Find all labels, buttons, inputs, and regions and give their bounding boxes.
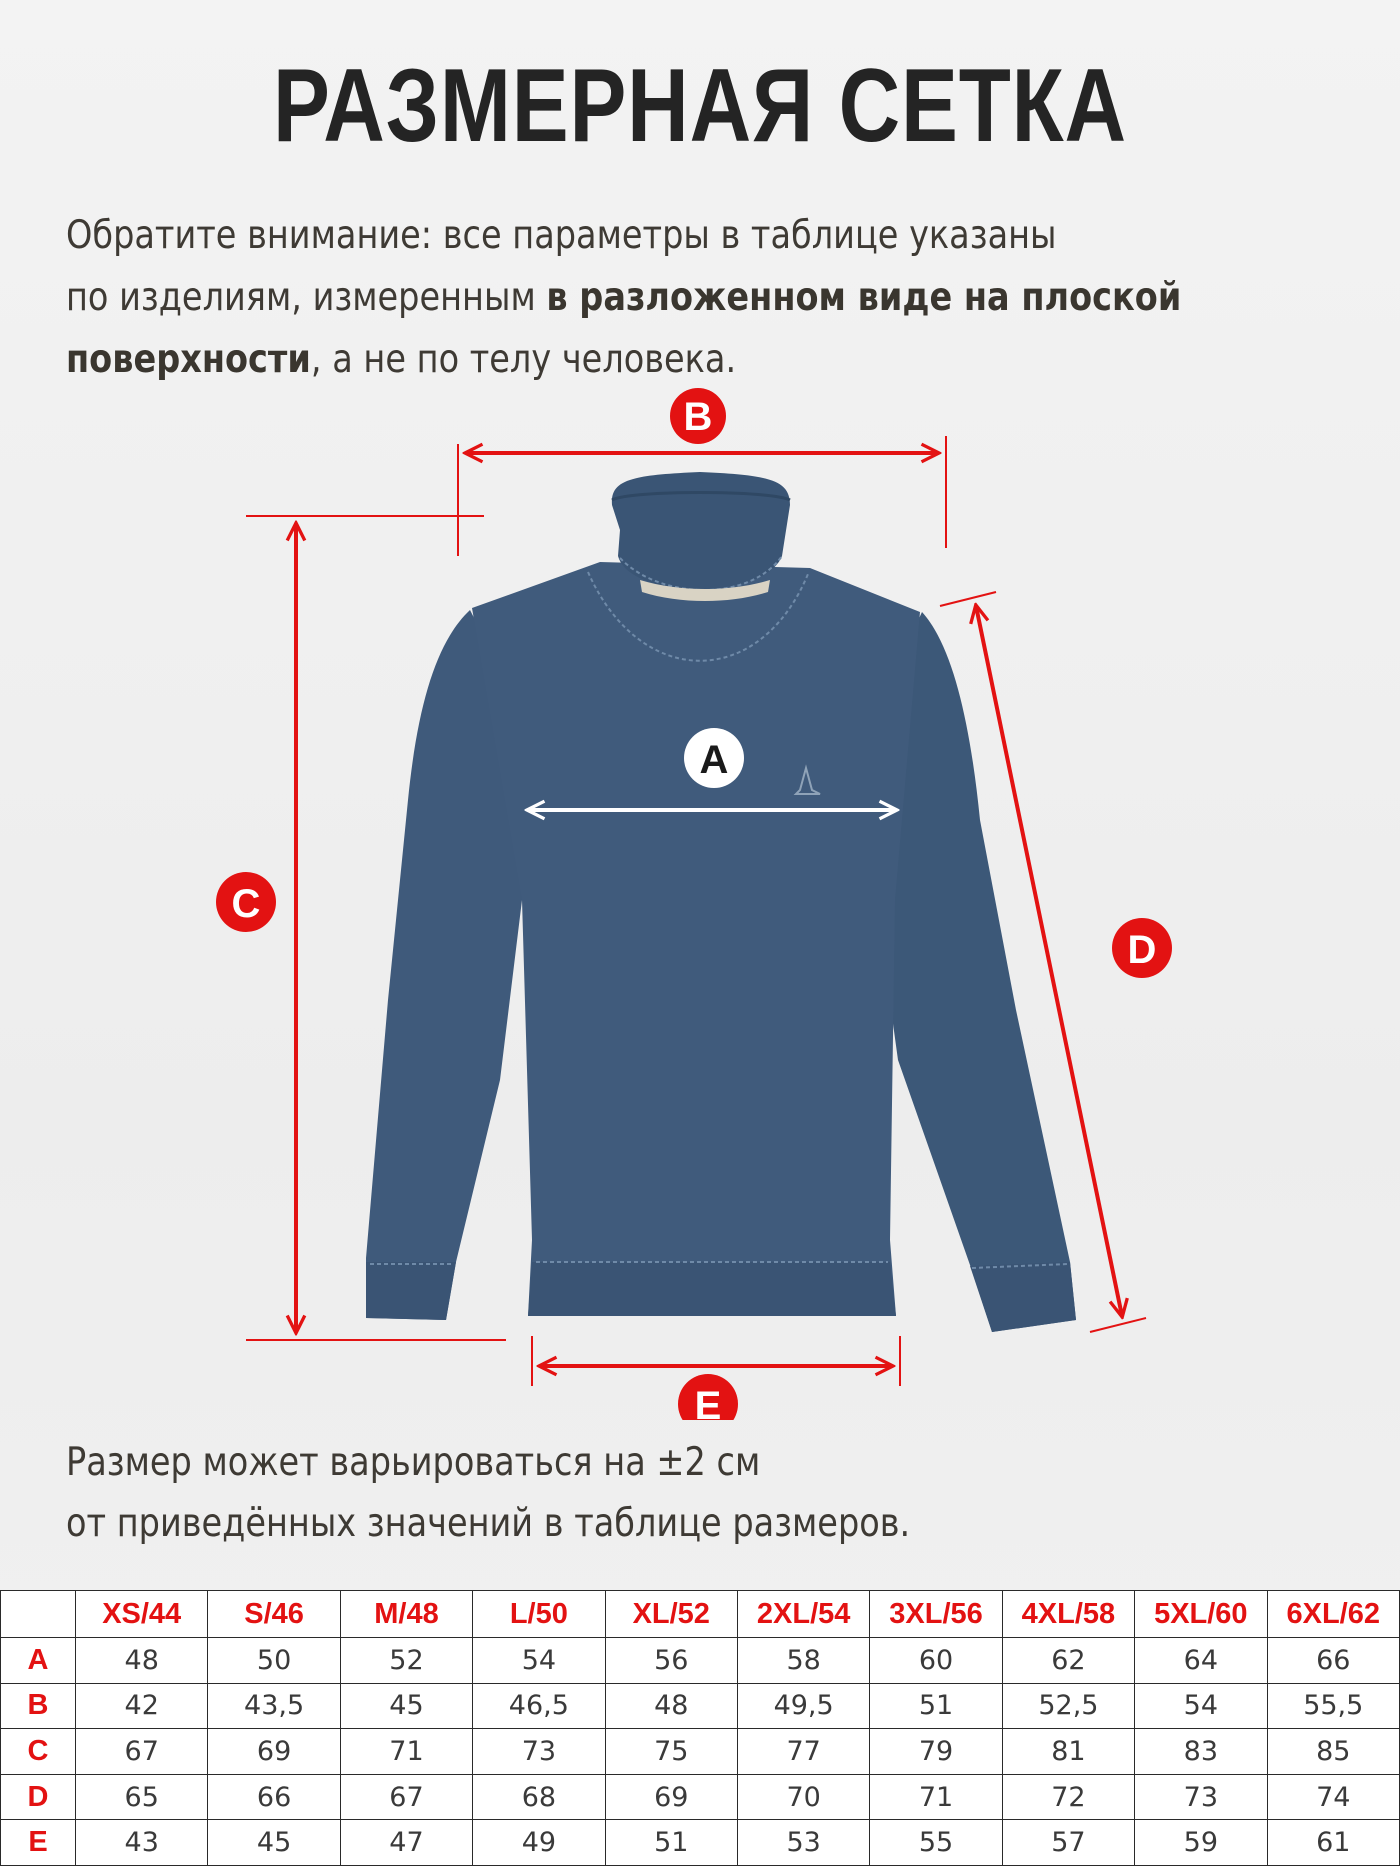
table-cell: 62 — [1002, 1638, 1134, 1684]
table-cell: 54 — [473, 1638, 605, 1684]
table-cell: 51 — [870, 1683, 1002, 1729]
variance-note — [66, 1432, 1184, 1554]
size-header: S/46 — [208, 1591, 340, 1638]
size-header: 4XL/58 — [1002, 1591, 1134, 1638]
table-cell: 49 — [473, 1820, 605, 1866]
table-cell: 43,5 — [208, 1683, 340, 1729]
table-cell: 77 — [737, 1729, 869, 1775]
table-cell: 51 — [605, 1820, 737, 1866]
table-cell: 55,5 — [1267, 1683, 1399, 1729]
table-cell: 71 — [340, 1729, 472, 1775]
badge-b-label: B — [683, 395, 713, 439]
table-cell: 69 — [208, 1729, 340, 1775]
table-cell: 54 — [1135, 1683, 1267, 1729]
table-row — [1, 1774, 1400, 1820]
table-cell: 70 — [737, 1774, 869, 1820]
badge-a-label: A — [699, 738, 729, 782]
table-cell: 52 — [340, 1638, 472, 1684]
note-line-3-bold: поверхности — [66, 337, 311, 382]
size-header: 6XL/62 — [1267, 1591, 1399, 1638]
table-cell: 72 — [1002, 1774, 1134, 1820]
size-header: XL/52 — [605, 1591, 737, 1638]
table-cell: 43 — [76, 1820, 208, 1866]
size-header: 5XL/60 — [1135, 1591, 1267, 1638]
table-cell: 55 — [870, 1820, 1002, 1866]
table-cell: 69 — [605, 1774, 737, 1820]
size-header: 3XL/56 — [870, 1591, 1002, 1638]
note-line-2-bold: в разложенном виде на плоской — [546, 275, 1182, 320]
turtleneck-sweater — [366, 472, 1076, 1332]
note-line-2-start: по изделиям, измеренным — [66, 275, 547, 320]
table-cell: 45 — [340, 1683, 472, 1729]
table-cell: 73 — [473, 1729, 605, 1775]
size-table — [0, 1590, 1400, 1866]
table-cell: 73 — [1135, 1774, 1267, 1820]
table-cell: 79 — [870, 1729, 1002, 1775]
row-label: A — [1, 1638, 76, 1684]
table-cell: 68 — [473, 1774, 605, 1820]
size-header: L/50 — [473, 1591, 605, 1638]
badge-d-label: D — [1127, 928, 1157, 972]
table-cell: 75 — [605, 1729, 737, 1775]
table-cell: 42 — [76, 1683, 208, 1729]
table-cell: 81 — [1002, 1729, 1134, 1775]
table-cell: 47 — [340, 1820, 472, 1866]
table-cell: 61 — [1267, 1820, 1399, 1866]
turtleneck-collar — [612, 472, 790, 589]
table-cell: 67 — [340, 1774, 472, 1820]
table-cell: 56 — [605, 1638, 737, 1684]
badge-c-label: C — [231, 882, 261, 926]
row-label: E — [1, 1820, 76, 1866]
table-cell: 85 — [1267, 1729, 1399, 1775]
table-row — [1, 1729, 1400, 1775]
table-cell: 49,5 — [737, 1683, 869, 1729]
row-label: B — [1, 1683, 76, 1729]
table-cell: 66 — [1267, 1638, 1399, 1684]
table-cell: 45 — [208, 1820, 340, 1866]
row-label: D — [1, 1774, 76, 1820]
table-cell: 46,5 — [473, 1683, 605, 1729]
right-cuff — [970, 1262, 1076, 1332]
table-cell: 67 — [76, 1729, 208, 1775]
badge-e-label: E — [694, 1384, 722, 1420]
table-row — [1, 1638, 1400, 1684]
table-row — [1, 1683, 1400, 1729]
note-line-1: Обратите внимание: все параметры в таблице указаны — [66, 213, 1057, 258]
table-cell: 48 — [76, 1638, 208, 1684]
table-cell: 57 — [1002, 1820, 1134, 1866]
table-cell: 83 — [1135, 1729, 1267, 1775]
sweater-body — [472, 562, 920, 1316]
table-cell: 66 — [208, 1774, 340, 1820]
size-header: XS/44 — [76, 1591, 208, 1638]
left-cuff — [366, 1262, 456, 1320]
row-label: C — [1, 1729, 76, 1775]
table-cell: 64 — [1135, 1638, 1267, 1684]
size-header-row — [1, 1591, 1400, 1638]
table-corner — [1, 1591, 76, 1638]
table-cell: 59 — [1135, 1820, 1267, 1866]
table-cell: 50 — [208, 1638, 340, 1684]
variance-line-1: Размер может варьироваться на ±2 см — [66, 1440, 761, 1485]
note-line-3-end: , а не по телу человека. — [310, 337, 737, 382]
variance-line-2: от приведённых значений в таблице размеров. — [66, 1501, 911, 1546]
hem-band — [528, 1262, 896, 1316]
size-header: 2XL/54 — [737, 1591, 869, 1638]
table-cell: 71 — [870, 1774, 1002, 1820]
measurement-e — [532, 1336, 900, 1420]
table-cell: 58 — [737, 1638, 869, 1684]
table-row — [1, 1820, 1400, 1866]
page-title: РАЗМЕРНАЯ СЕТКА — [273, 48, 1127, 164]
table-cell: 52,5 — [1002, 1683, 1134, 1729]
table-cell: 48 — [605, 1683, 737, 1729]
table-cell: 53 — [737, 1820, 869, 1866]
size-header: M/48 — [340, 1591, 472, 1638]
table-cell: 74 — [1267, 1774, 1399, 1820]
table-cell: 65 — [76, 1774, 208, 1820]
table-cell: 60 — [870, 1638, 1002, 1684]
